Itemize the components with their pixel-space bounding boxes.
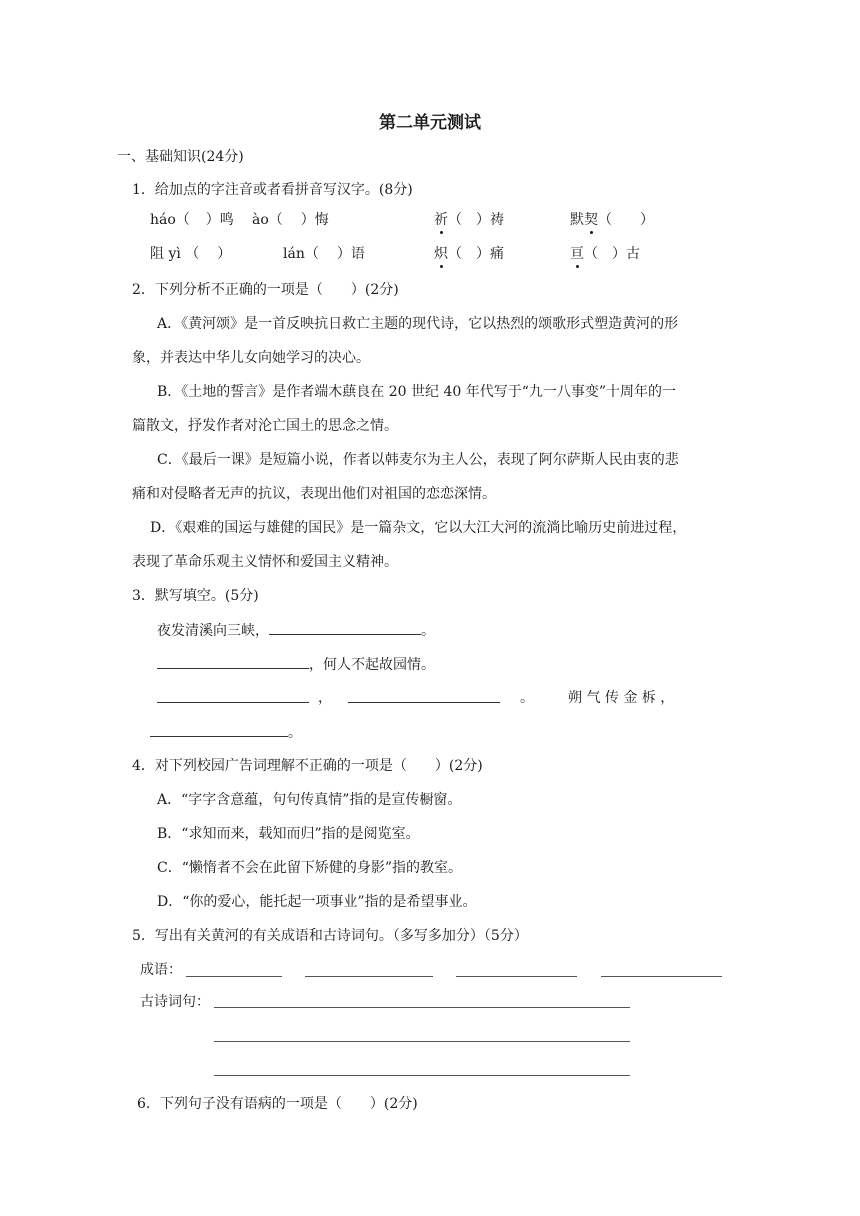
q5-idiom-blank-3[interactable]: [456, 976, 577, 977]
question-2-stem: 2．下列分析不正确的一项是（ ）(2分): [132, 282, 399, 298]
q5-idiom-label: 成语：: [140, 962, 182, 978]
q5-idiom-blank-1[interactable]: [186, 976, 282, 977]
q3-period: 。: [520, 690, 534, 706]
q2-option-c-line1: C．《最后一课》是短篇小说，作者以韩麦尔为主人公，表现了阿尔萨斯人民由衷的悲: [157, 452, 679, 468]
question-5-stem: 5．写出有关黄河的有关成语和古诗词句。（多写多加分）（5分）: [132, 928, 528, 944]
page-title: 第二单元测试: [379, 113, 481, 133]
q4-option-a: A．“字字含意蕴，句句传真情”指的是宣传橱窗。: [157, 792, 462, 808]
q2-option-b-line2: 篇散文，抒发作者对沦亡国土的思念之情。: [132, 418, 398, 434]
q2-option-d-line1: D．《艰难的国运与雄健的国民》是一篇杂文，它以大江大河的流淌比喻历史前进过程，: [150, 520, 687, 536]
q4-option-d: D．“你的爱心，能托起一项事业”指的是希望事业。: [157, 894, 477, 910]
q1-item-2: ào（ ）悔: [252, 212, 329, 228]
q5-poem-line-1[interactable]: [214, 1007, 630, 1008]
question-1-stem: 1．给加点的字注音或者看拼音写汉字。(8分): [132, 182, 413, 198]
q2-option-a-line1: A．《黄河颂》是一首反映抗日救亡主题的现代诗，它以热烈的颂歌形式塑造黄河的形: [157, 316, 679, 332]
question-3-stem: 3．默写填空。(5分): [132, 588, 259, 604]
q2-option-d-line2: 表现了革命乐观主义情怀和爱国主义精神。: [132, 554, 398, 570]
q3-line-2: ，何人不起故园情。: [157, 654, 435, 675]
q1-item-8: 亘（ ）古: [570, 246, 640, 262]
question-4-stem: 4．对下列校园广告词理解不正确的一项是（ ）(2分): [132, 758, 483, 774]
q1-item-1: háo（ ）鸣: [150, 212, 234, 228]
q3-blank-1[interactable]: [269, 620, 421, 635]
q3-line-3: [157, 688, 309, 709]
q3-blank-4-wrap: [348, 688, 500, 709]
q2-option-b-line1: B．《土地的誓言》是作者端木蕻良在 20 世纪 40 年代写于“九一八事变”十周年的一: [157, 384, 677, 400]
q1-item-5: 阻 yì （ ）: [150, 246, 232, 262]
q4-option-c: C．“懒惰者不会在此留下矫健的身影”指的教室。: [157, 860, 463, 876]
q1-item-6: lán（ ）语: [283, 246, 365, 262]
q1-item-3: 祈（ ）祷: [434, 212, 504, 228]
q3-line-4: 。: [150, 722, 302, 743]
q2-option-a-line2: 象，并表达中华儿女向她学习的决心。: [132, 350, 370, 366]
q5-poem-line-2[interactable]: [214, 1041, 630, 1042]
q3-poem-text: 朔 气 传 金 柝 ，: [568, 690, 675, 706]
q4-option-b: B．“求知而来，载知而归”指的是阅览室。: [157, 826, 420, 842]
q5-idiom-blank-2[interactable]: [305, 976, 433, 977]
q5-idiom-blank-4[interactable]: [601, 976, 722, 977]
q3-blank-5[interactable]: [150, 722, 288, 737]
q3-line-1: 夜发清溪向三峡， 。: [157, 620, 435, 641]
q5-poem-label: 古诗词句：: [140, 994, 210, 1010]
question-6-stem: 6．下列句子没有语病的一项是（ ）(2分): [137, 1096, 418, 1112]
section-heading: 一、基础知识(24分): [117, 149, 244, 165]
q1-item-7: 炽（ ）痛: [434, 246, 504, 262]
q1-item-4: 默契（ ）: [570, 212, 654, 228]
q3-blank-2[interactable]: [157, 654, 309, 669]
q3-blank-3[interactable]: [157, 688, 309, 703]
q3-blank-4[interactable]: [348, 688, 500, 703]
q5-poem-line-3[interactable]: [214, 1075, 630, 1076]
q2-option-c-line2: 痛和对侵略者无声的抗议，表现出他们对祖国的恋恋深情。: [132, 486, 496, 502]
q3-comma: ，: [318, 690, 332, 706]
